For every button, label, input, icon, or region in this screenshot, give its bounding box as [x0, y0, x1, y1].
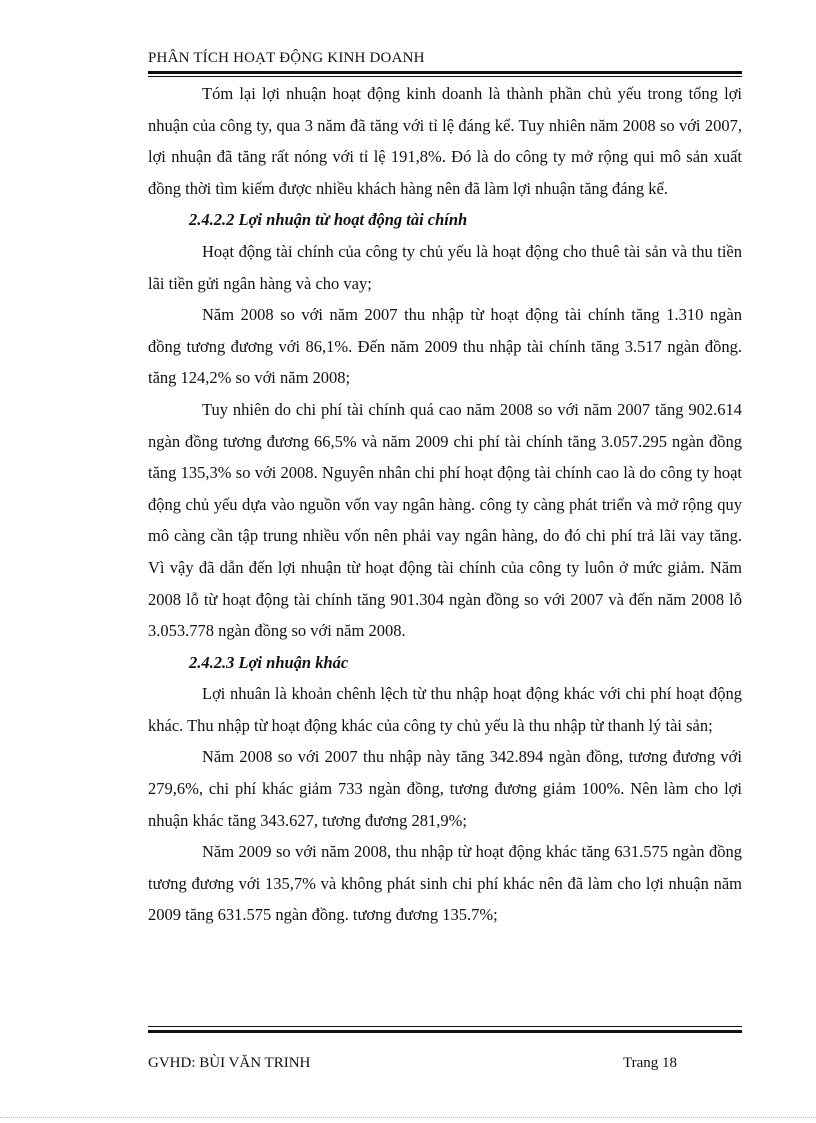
paragraph-other-profit-2008: Năm 2008 so với 2007 thu nhập này tăng 342.894 ngàn đồng, tương đương với 279,6%, chi phí khác giảm 733 ngàn đồng, tương đương giảm 100%. Nên làm cho lợi nhuận khác tăng 343.627, tương đương 281,9%;	[148, 747, 742, 830]
footer-page-number: Trang 18	[623, 1055, 678, 1071]
section-heading-2-4-2-2: 2.4.2.2 Lợi nhuận từ hoạt động tài chính	[189, 210, 468, 230]
header-rule-thick	[148, 71, 742, 74]
footer-advisor: GVHD: BÙI VĂN TRINH	[148, 1055, 311, 1071]
paragraph-financial-activities: Hoạt động tài chính của công ty chủ yếu là hoạt động cho thuê tài sản và thu tiền lãi tiền gửi ngân hàng và cho vay;	[148, 241, 742, 293]
paragraph-financial-income: Năm 2008 so với năm 2007 thu nhập từ hoạt động tài chính tăng 1.310 ngàn đồng tương đương với 86,1%. Đến năm 2009 thu nhập tài chính tăng 3.517 ngàn đồng. tăng 124,2% so với năm 2008;	[148, 305, 742, 388]
footer-rule-thick	[148, 1030, 742, 1033]
page-bottom-edge	[0, 1117, 816, 1118]
footer-rule-thin	[148, 1026, 742, 1027]
paragraph-financial-expenses: Tuy nhiên do chi phí tài chính quá cao năm 2008 so với năm 2007 tăng 902.614 ngàn đồng tương đương 66,5% và năm 2009 chi phí tài chính tăng 3.057.295 ngàn đồng tăng 135,3% so với 2008. Nguyên nhân chi phí hoạt động tài chính cao là do công ty hoạt động chủ yếu dựa vào nguồn vốn vay ngân hàng. công ty càng phát triển và mở rộng quy mô càng cần tập trung nhiều vốn nên phải vay ngân hàng, do đó chi phí trả lãi vay tăng. Vì vậy đã dẫn đến lợi nhuận từ hoạt động tài chính của công ty luôn ở mức giảm. Năm 2008 lỗ từ hoạt động tài chính tăng 901.304 ngàn đồng so với 2007 và đến năm 2008 lỗ 3.053.778 ngàn đồng so với năm 2008.	[148, 399, 742, 641]
section-heading-2-4-2-3: 2.4.2.3 Lợi nhuận khác	[189, 652, 349, 672]
paragraph-other-profit-definition: Lợi nhuân là khoản chênh lệch từ thu nhập hoạt động khác với chi phí hoạt động khác. Thu nhập từ hoạt động khác của công ty chủ yếu là thu nhập từ thanh lý tài sản;	[148, 684, 742, 735]
document-body	[148, 78, 742, 931]
paragraph-other-profit-2009: Năm 2009 so với năm 2008, thu nhập từ hoạt động khác tăng 631.575 ngàn đồng tương đương với 135,7% và không phát sinh chi phí khác nên đã làm cho lợi nhuận năm 2009 tăng 631.575 ngàn đồng. tương đương 135.7%;	[148, 842, 742, 925]
page-header-title: PHÂN TÍCH HOẠT ĐỘNG KINH DOANH	[148, 50, 425, 66]
paragraph-summary: Tóm lại lợi nhuận hoạt động kinh doanh là thành phần chủ yếu trong tổng lợi nhuận của công ty, qua 3 năm đã tăng với tỉ lệ đáng kể. Tuy nhiên năm 2008 so với 2007, lợi nhuận đã tăng rất nóng với tỉ lệ 191,8%. Đó là do công ty mở rộng qui mô sản xuất đồng thời tìm kiếm được nhiều khách hàng nên đã làm lợi nhuận tăng đáng kể.	[148, 84, 742, 198]
header-rule-thin	[148, 76, 742, 77]
